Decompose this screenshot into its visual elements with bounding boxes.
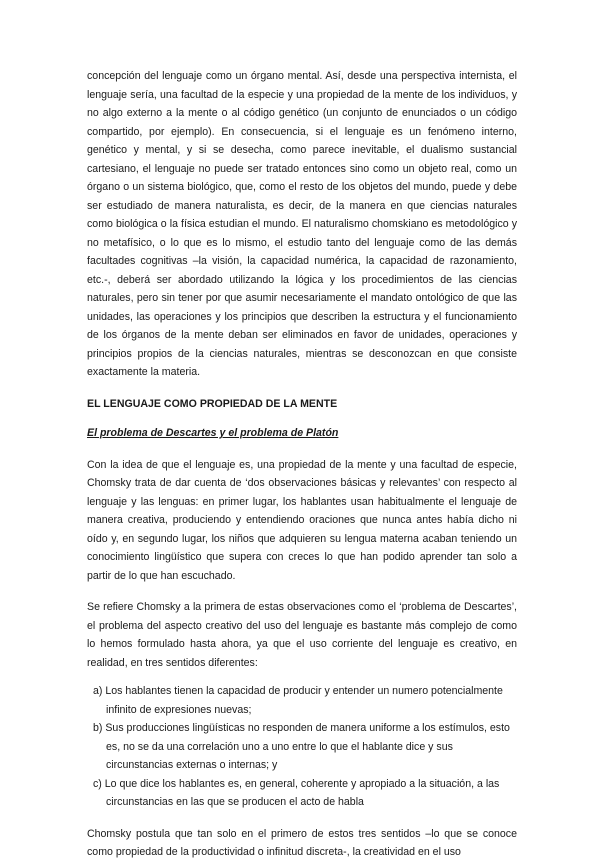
section-heading: EL LENGUAJE COMO PROPIEDAD DE LA MENTE bbox=[87, 397, 338, 410]
paragraph-4: Chomsky postula que tan solo en el primero de estos tres sentidos –lo que se conoce como propiedad de la productividad o infinitud discreta-, la creatividad en el uso bbox=[87, 827, 517, 858]
list-item-a: a) Los hablantes tienen la capacidad de producir y entender un numero potencialmente infinito de expresiones nuevas; bbox=[93, 685, 503, 716]
paragraph-3: Se refiere Chomsky a la primera de estas observaciones como el ‘problema de Descartes’, el problema del aspecto creativo del uso del lenguaje es bastante más complejo de como lo hemos formulado hasta ahora, ya que el uso corriente del lenguaje es creativo, en realidad, en tres sentidos diferentes: bbox=[87, 601, 517, 669]
paragraph-2: Con la idea de que el lenguaje es, una propiedad de la mente y una facultad de especie, Chomsky trata de dar cuenta de ‘dos observaciones básicas y relevantes’ con respecto al lenguaje y las lenguas: en primer lugar, los hablantes usan habitualmente el lenguaje de manera creativa, produciendo y entendiendo oraciones que nunca antes había dicho ni oído y, en segundo lugar, los niños que adquieren su lengua materna acaban teniendo un conocimiento lingüístico que supera con creces lo que han podido aprender tan solo a partir de lo que han escuchado. bbox=[87, 458, 517, 582]
paragraph-intro: concepción del lenguaje como un órgano mental. Así, desde una perspectiva internista, el lenguaje sería, una facultad de la especie y una propiedad de la mente de los individuos, y no algo externo a la mente o al código genético (un conjunto de enunciados o un código compartido, por ejemplo). En consecuencia, si el lenguaje es un fenómeno interno, genético y mental, y si se desecha, como parece inevitable, el dualismo sustancial cartesiano, el lenguaje no puede ser tratado entonces sino como un objeto real, como un órgano o un sistema biológico, que, como el resto de los objetos del mundo, puede y debe ser estudiado de manera naturalista, es decir, de la manera en que ciencias naturales como biológica o la física estudian el mundo. El naturalismo chomskiano es metodológico y no metafísico, o lo que es lo mismo, el estudio tanto del lenguaje como de las demás facultades cognitivas –la visión, la capacidad numérica, la capacidad de razonamiento, etc.-, deberá ser abordado utilizando la lógica y los procedimientos de las ciencias naturales, pero sin tener por que asumir necesariamente el mandato ontológico de que las unidades, las operaciones y los principios que describen la estructura y el funcionamiento de los órganos de la mente deban ser eliminados en favor de unidades, operaciones y principios propios de la ciencias naturales, mientras se desconozcan en que consiste exactamente la materia. bbox=[87, 70, 517, 378]
list-item-b: b) Sus producciones lingüísticas no responden de manera uniforme a los estímulos, esto es, no se da una correlación uno a uno entre lo que el hablante dice y sus circunstancias externas o internas; y bbox=[93, 722, 510, 771]
list-item-c: c) Lo que dice los hablantes es, en general, coherente y apropiado a la situación, a las circunstancias en las que se producen el acto de habla bbox=[93, 777, 500, 808]
creativity-list bbox=[87, 682, 517, 812]
subsection-heading: El problema de Descartes y el problema de Platón bbox=[87, 427, 339, 439]
page-body bbox=[87, 67, 517, 862]
